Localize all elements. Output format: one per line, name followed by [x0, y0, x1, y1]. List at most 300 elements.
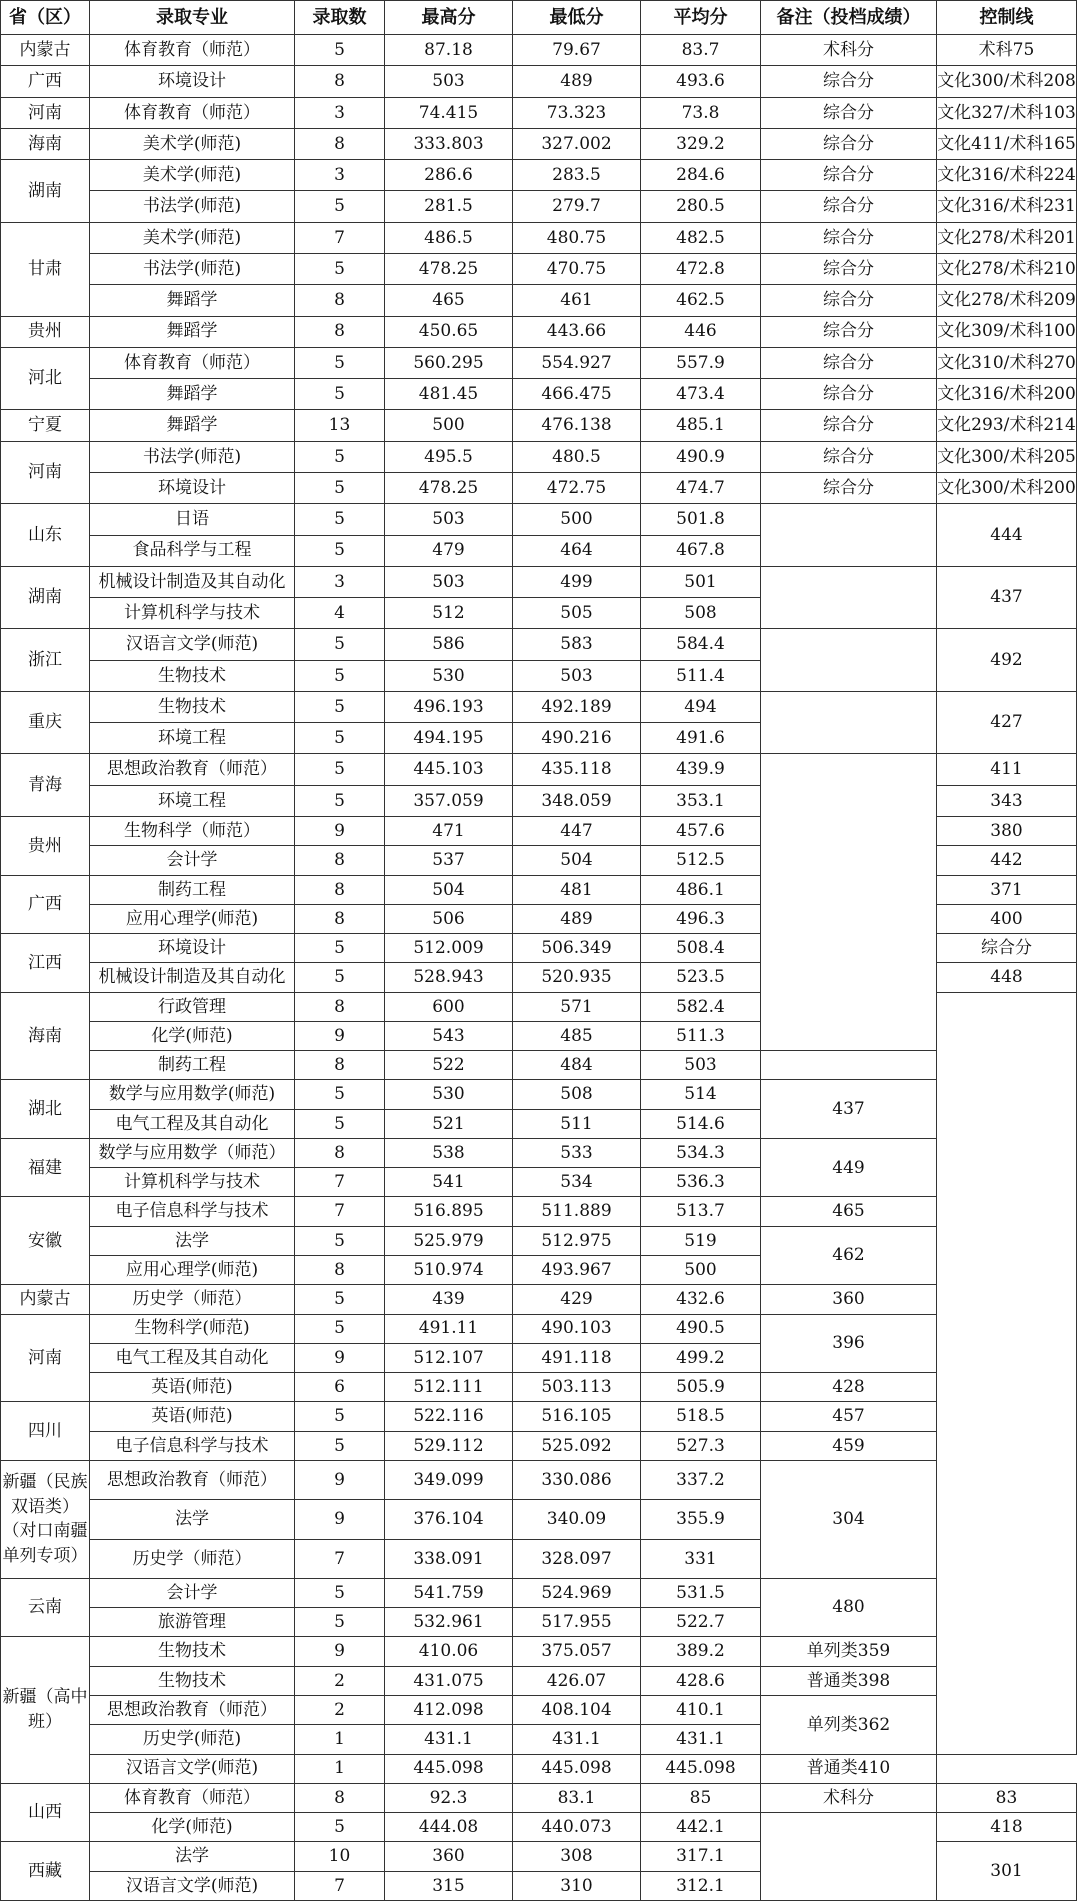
- table-row: [1, 504, 1077, 535]
- cell-control: 文化310/术科270: [937, 347, 1077, 378]
- cell-max: 479: [385, 535, 513, 566]
- cell-max: 503: [385, 504, 513, 535]
- cell-max: 478.25: [385, 253, 513, 284]
- table-row: [1, 1080, 1077, 1109]
- cell-count: 5: [295, 1285, 385, 1314]
- cell-min: 476.138: [513, 410, 641, 441]
- cell-province: 河南: [1, 1314, 90, 1402]
- cell-major: 电气工程及其自动化: [90, 1343, 295, 1372]
- cell-province: 山东: [1, 504, 90, 567]
- cell-control: 文化278/术科209: [937, 285, 1077, 316]
- cell-max: 516.895: [385, 1197, 513, 1226]
- cell-province: 海南: [1, 128, 90, 159]
- cell-control: 371: [937, 875, 1077, 904]
- cell-major: 电气工程及其自动化: [90, 1109, 295, 1138]
- cell-min: 464: [513, 535, 641, 566]
- cell-avg: 501: [641, 566, 761, 597]
- cell-max: 512.111: [385, 1373, 513, 1402]
- cell-min: 375.057: [513, 1637, 641, 1666]
- cell-count: 5: [295, 723, 385, 754]
- header-admitted-count: 录取数: [295, 1, 385, 35]
- cell-major: 应用心理学(师范): [90, 904, 295, 933]
- cell-major: 历史学(师范): [90, 1725, 295, 1754]
- cell-remark: 360: [761, 1285, 937, 1314]
- cell-count: 3: [295, 97, 385, 128]
- table-row: [1, 1695, 1077, 1724]
- cell-remark: 普通类410: [761, 1754, 937, 1783]
- cell-major: 化学(师范): [90, 1021, 295, 1050]
- cell-min: 426.07: [513, 1666, 641, 1695]
- cell-min: 583: [513, 629, 641, 660]
- cell-count: 5: [295, 1578, 385, 1607]
- cell-avg: 518.5: [641, 1402, 761, 1431]
- cell-major: 生物科学(师范): [90, 1314, 295, 1343]
- cell-max: 600: [385, 992, 513, 1021]
- cell-province: 河北: [1, 347, 90, 410]
- cell-min: 340.09: [513, 1500, 641, 1539]
- table-row: [1, 410, 1077, 441]
- cell-min: 503.113: [513, 1373, 641, 1402]
- table-row: [1, 1197, 1077, 1226]
- cell-avg: 513.7: [641, 1197, 761, 1226]
- cell-remark: [761, 1813, 937, 1901]
- cell-count: 5: [295, 934, 385, 963]
- cell-control: 文化300/术科200: [937, 472, 1077, 503]
- cell-province: 甘肃: [1, 222, 90, 316]
- cell-min: 472.75: [513, 472, 641, 503]
- cell-province: 安徽: [1, 1197, 90, 1285]
- cell-count: 7: [295, 1197, 385, 1226]
- cell-min: 431.1: [513, 1725, 641, 1754]
- cell-province: 四川: [1, 1402, 90, 1461]
- cell-remark: [761, 566, 937, 629]
- cell-province: 河南: [1, 97, 90, 128]
- cell-province: 湖南: [1, 160, 90, 223]
- cell-min: 461: [513, 285, 641, 316]
- cell-province: 江西: [1, 934, 90, 993]
- cell-control: 文化278/术科210: [937, 253, 1077, 284]
- cell-count: 5: [295, 629, 385, 660]
- header-row: [1, 1, 1077, 35]
- cell-count: 8: [295, 904, 385, 933]
- cell-max: 486.5: [385, 222, 513, 253]
- table-row: [1, 1578, 1077, 1607]
- cell-remark: [761, 504, 937, 567]
- cell-major: 英语(师范): [90, 1402, 295, 1431]
- cell-count: 5: [295, 1402, 385, 1431]
- cell-max: 360: [385, 1842, 513, 1871]
- cell-remark: 396: [761, 1314, 937, 1373]
- cell-avg: 511.4: [641, 660, 761, 691]
- cell-min: 447: [513, 817, 641, 846]
- cell-max: 444.08: [385, 1813, 513, 1842]
- cell-province: 西藏: [1, 1842, 90, 1901]
- cell-max: 450.65: [385, 316, 513, 347]
- cell-control: 427: [937, 691, 1077, 754]
- cell-max: 532.961: [385, 1608, 513, 1637]
- table-row: [1, 472, 1077, 503]
- cell-avg: 503: [641, 1051, 761, 1080]
- cell-control: [937, 992, 1077, 1754]
- cell-min: 533: [513, 1138, 641, 1167]
- cell-remark: [761, 754, 937, 1051]
- cell-major: 体育教育（师范）: [90, 347, 295, 378]
- cell-count: 5: [295, 347, 385, 378]
- cell-avg: 462.5: [641, 285, 761, 316]
- cell-min: 279.7: [513, 191, 641, 222]
- cell-min: 440.073: [513, 1813, 641, 1842]
- cell-count: 5: [295, 1080, 385, 1109]
- cell-province: 新疆（民族双语类）（对口南疆单列专项）: [1, 1460, 90, 1578]
- cell-province: 贵州: [1, 817, 90, 876]
- cell-min: 445.098: [513, 1754, 641, 1783]
- cell-count: 8: [295, 1138, 385, 1167]
- cell-count: 8: [295, 875, 385, 904]
- cell-major: 日语: [90, 504, 295, 535]
- cell-control: 综合分: [937, 934, 1077, 963]
- table-row: [1, 222, 1077, 253]
- cell-min: 484: [513, 1051, 641, 1080]
- cell-count: 5: [295, 963, 385, 992]
- cell-control: 343: [937, 785, 1077, 816]
- cell-control: 文化300/术科205: [937, 441, 1077, 472]
- cell-avg: 582.4: [641, 992, 761, 1021]
- cell-remark: 304: [761, 1460, 937, 1578]
- cell-min: 73.323: [513, 97, 641, 128]
- cell-avg: 445.098: [641, 1754, 761, 1783]
- cell-province: 重庆: [1, 691, 90, 754]
- cell-major: 制药工程: [90, 1051, 295, 1080]
- cell-avg: 557.9: [641, 347, 761, 378]
- cell-major: 环境工程: [90, 723, 295, 754]
- cell-max: 529.112: [385, 1431, 513, 1460]
- cell-control: 444: [937, 504, 1077, 567]
- cell-avg: 73.8: [641, 97, 761, 128]
- cell-province: 山西: [1, 1783, 90, 1842]
- cell-max: 503: [385, 566, 513, 597]
- cell-max: 412.098: [385, 1695, 513, 1724]
- cell-remark: 单列类362: [761, 1695, 937, 1754]
- cell-control: 448: [937, 963, 1077, 992]
- cell-avg: 523.5: [641, 963, 761, 992]
- cell-control: 301: [937, 1842, 1077, 1901]
- cell-avg: 432.6: [641, 1285, 761, 1314]
- cell-avg: 474.7: [641, 472, 761, 503]
- cell-count: 8: [295, 128, 385, 159]
- cell-control: 文化300/术科208: [937, 66, 1077, 97]
- cell-max: 471: [385, 817, 513, 846]
- cell-major: 法学: [90, 1500, 295, 1539]
- table-row: [1, 1460, 1077, 1499]
- cell-max: 543: [385, 1021, 513, 1050]
- cell-major: 历史学（师范）: [90, 1285, 295, 1314]
- table-row: [1, 1637, 1077, 1666]
- cell-avg: 584.4: [641, 629, 761, 660]
- cell-min: 512.975: [513, 1226, 641, 1255]
- cell-major: 体育教育（师范）: [90, 1783, 295, 1812]
- cell-major: 数学与应用数学（师范）: [90, 1138, 295, 1167]
- cell-control: 文化411/术科165: [937, 128, 1077, 159]
- cell-avg: 508.4: [641, 934, 761, 963]
- cell-major: 行政管理: [90, 992, 295, 1021]
- cell-min: 83.1: [513, 1783, 641, 1812]
- table-row: [1, 441, 1077, 472]
- cell-min: 330.086: [513, 1460, 641, 1499]
- cell-avg: 312.1: [641, 1871, 761, 1900]
- cell-count: 8: [295, 1051, 385, 1080]
- cell-count: 8: [295, 66, 385, 97]
- cell-major: 体育教育（师范）: [90, 35, 295, 66]
- cell-remark: 综合分: [761, 97, 937, 128]
- cell-count: 3: [295, 160, 385, 191]
- cell-province: 广西: [1, 66, 90, 97]
- cell-min: 508: [513, 1080, 641, 1109]
- cell-control: 83: [937, 1783, 1077, 1812]
- cell-major: 制药工程: [90, 875, 295, 904]
- table-row: [1, 1431, 1077, 1460]
- cell-count: 9: [295, 1021, 385, 1050]
- cell-major: 舞蹈学: [90, 316, 295, 347]
- cell-remark: 449: [761, 1138, 937, 1197]
- cell-avg: 534.3: [641, 1138, 761, 1167]
- cell-major: 汉语言文学(师范): [90, 1754, 295, 1783]
- cell-min: 490.103: [513, 1314, 641, 1343]
- cell-control: 文化316/术科224: [937, 160, 1077, 191]
- cell-max: 506: [385, 904, 513, 933]
- cell-avg: 83.7: [641, 35, 761, 66]
- cell-count: 8: [295, 316, 385, 347]
- cell-min: 429: [513, 1285, 641, 1314]
- table-row: [1, 1285, 1077, 1314]
- cell-province: 浙江: [1, 629, 90, 692]
- cell-major: 英语(师范): [90, 1373, 295, 1402]
- cell-avg: 317.1: [641, 1842, 761, 1871]
- cell-major: 书法学(师范): [90, 191, 295, 222]
- cell-major: 生物技术: [90, 691, 295, 722]
- cell-max: 87.18: [385, 35, 513, 66]
- cell-min: 481: [513, 875, 641, 904]
- cell-major: 思想政治教育（师范）: [90, 1695, 295, 1724]
- cell-major: 书法学(师范): [90, 253, 295, 284]
- cell-province: 内蒙古: [1, 1285, 90, 1314]
- cell-major: 电子信息科学与技术: [90, 1197, 295, 1226]
- cell-max: 512.107: [385, 1343, 513, 1372]
- cell-avg: 505.9: [641, 1373, 761, 1402]
- cell-remark: 综合分: [761, 410, 937, 441]
- cell-max: 560.295: [385, 347, 513, 378]
- cell-max: 537: [385, 846, 513, 875]
- table-body: [1, 35, 1077, 1901]
- cell-min: 310: [513, 1871, 641, 1900]
- cell-avg: 494: [641, 691, 761, 722]
- cell-avg: 473.4: [641, 379, 761, 410]
- cell-province: 贵州: [1, 316, 90, 347]
- cell-remark: 综合分: [761, 472, 937, 503]
- table-row: [1, 629, 1077, 660]
- cell-min: 505: [513, 598, 641, 629]
- cell-count: 9: [295, 1343, 385, 1372]
- cell-min: 504: [513, 846, 641, 875]
- cell-min: 435.118: [513, 754, 641, 785]
- cell-max: 431.075: [385, 1666, 513, 1695]
- cell-count: 5: [295, 504, 385, 535]
- cell-count: 10: [295, 1842, 385, 1871]
- table-row: [1, 347, 1077, 378]
- table-row: [1, 566, 1077, 597]
- cell-control: 术科75: [937, 35, 1077, 66]
- cell-major: 历史学（师范）: [90, 1539, 295, 1578]
- cell-min: 480.75: [513, 222, 641, 253]
- cell-count: 5: [295, 472, 385, 503]
- cell-remark: 综合分: [761, 222, 937, 253]
- cell-control: 文化316/术科200: [937, 379, 1077, 410]
- table-row: [1, 191, 1077, 222]
- cell-major: 机械设计制造及其自动化: [90, 566, 295, 597]
- cell-avg: 527.3: [641, 1431, 761, 1460]
- cell-max: 530: [385, 660, 513, 691]
- table-row: [1, 66, 1077, 97]
- cell-major: 美术学(师范): [90, 160, 295, 191]
- cell-max: 431.1: [385, 1725, 513, 1754]
- cell-min: 408.104: [513, 1695, 641, 1724]
- cell-avg: 389.2: [641, 1637, 761, 1666]
- cell-max: 512: [385, 598, 513, 629]
- cell-control: 文化293/术科214: [937, 410, 1077, 441]
- table-row: [1, 160, 1077, 191]
- cell-province: 青海: [1, 754, 90, 817]
- cell-count: 5: [295, 754, 385, 785]
- cell-avg: 490.9: [641, 441, 761, 472]
- cell-major: 环境设计: [90, 472, 295, 503]
- cell-max: 357.059: [385, 785, 513, 816]
- cell-count: 5: [295, 1813, 385, 1842]
- cell-min: 554.927: [513, 347, 641, 378]
- cell-max: 333.803: [385, 128, 513, 159]
- cell-count: 13: [295, 410, 385, 441]
- cell-major: 书法学(师范): [90, 441, 295, 472]
- cell-remark: 综合分: [761, 441, 937, 472]
- cell-min: 511: [513, 1109, 641, 1138]
- cell-remark: 普通类398: [761, 1666, 937, 1695]
- cell-max: 410.06: [385, 1637, 513, 1666]
- cell-remark: [761, 691, 937, 754]
- cell-max: 522.116: [385, 1402, 513, 1431]
- table-row: [1, 1402, 1077, 1431]
- cell-major: 生物科学（师范）: [90, 817, 295, 846]
- cell-avg: 353.1: [641, 785, 761, 816]
- cell-major: 环境工程: [90, 785, 295, 816]
- cell-avg: 500: [641, 1256, 761, 1285]
- cell-province: 河南: [1, 441, 90, 504]
- table-row: [1, 316, 1077, 347]
- cell-max: 286.6: [385, 160, 513, 191]
- cell-major: 美术学(师范): [90, 222, 295, 253]
- cell-min: 511.889: [513, 1197, 641, 1226]
- cell-count: 8: [295, 992, 385, 1021]
- cell-max: 586: [385, 629, 513, 660]
- cell-max: 465: [385, 285, 513, 316]
- cell-remark: 术科分: [761, 35, 937, 66]
- cell-count: 3: [295, 566, 385, 597]
- cell-major: 计算机科学与技术: [90, 1168, 295, 1197]
- cell-remark: 459: [761, 1431, 937, 1460]
- cell-max: 494.195: [385, 723, 513, 754]
- cell-max: 92.3: [385, 1783, 513, 1812]
- cell-min: 470.75: [513, 253, 641, 284]
- cell-avg: 337.2: [641, 1460, 761, 1499]
- cell-avg: 431.1: [641, 1725, 761, 1754]
- cell-major: 体育教育（师范）: [90, 97, 295, 128]
- cell-count: 8: [295, 285, 385, 316]
- cell-remark: 综合分: [761, 128, 937, 159]
- cell-count: 2: [295, 1666, 385, 1695]
- cell-province: 内蒙古: [1, 35, 90, 66]
- cell-major: 思想政治教育（师范）: [90, 1460, 295, 1499]
- cell-max: 521: [385, 1109, 513, 1138]
- cell-major: 汉语言文学(师范): [90, 1871, 295, 1900]
- cell-remark: 462: [761, 1226, 937, 1285]
- cell-max: 74.415: [385, 97, 513, 128]
- cell-province: 宁夏: [1, 410, 90, 441]
- cell-province: 云南: [1, 1578, 90, 1637]
- cell-max: 512.009: [385, 934, 513, 963]
- cell-max: 495.5: [385, 441, 513, 472]
- table-row: [1, 253, 1077, 284]
- cell-major: 舞蹈学: [90, 285, 295, 316]
- header-average-score: 平均分: [641, 1, 761, 35]
- cell-min: 571: [513, 992, 641, 1021]
- header-remarks: 备注（投档成绩）: [761, 1, 937, 35]
- cell-remark: 综合分: [761, 379, 937, 410]
- header-highest-score: 最高分: [385, 1, 513, 35]
- cell-remark: 综合分: [761, 347, 937, 378]
- cell-avg: 522.7: [641, 1608, 761, 1637]
- table-row: [1, 754, 1077, 785]
- cell-avg: 514.6: [641, 1109, 761, 1138]
- cell-avg: 280.5: [641, 191, 761, 222]
- cell-count: 1: [295, 1754, 385, 1783]
- cell-avg: 331: [641, 1539, 761, 1578]
- cell-count: 5: [295, 660, 385, 691]
- cell-avg: 482.5: [641, 222, 761, 253]
- cell-avg: 410.1: [641, 1695, 761, 1724]
- cell-control: 442: [937, 846, 1077, 875]
- cell-major: 数学与应用数学(师范): [90, 1080, 295, 1109]
- cell-min: 503: [513, 660, 641, 691]
- cell-count: 2: [295, 1695, 385, 1724]
- cell-min: 489: [513, 66, 641, 97]
- cell-remark: 综合分: [761, 160, 937, 191]
- cell-remark: 428: [761, 1373, 937, 1402]
- cell-max: 445.103: [385, 754, 513, 785]
- cell-avg: 329.2: [641, 128, 761, 159]
- cell-remark: 437: [761, 1080, 937, 1139]
- table-row: [1, 1226, 1077, 1255]
- cell-min: 327.002: [513, 128, 641, 159]
- cell-avg: 496.3: [641, 904, 761, 933]
- cell-control: 文化316/术科231: [937, 191, 1077, 222]
- cell-count: 4: [295, 598, 385, 629]
- table-row: [1, 1138, 1077, 1167]
- cell-min: 485: [513, 1021, 641, 1050]
- cell-count: 5: [295, 191, 385, 222]
- cell-count: 5: [295, 1314, 385, 1343]
- table-row: [1, 1373, 1077, 1402]
- cell-avg: 511.3: [641, 1021, 761, 1050]
- cell-province: 广西: [1, 875, 90, 934]
- cell-max: 500: [385, 410, 513, 441]
- cell-min: 489: [513, 904, 641, 933]
